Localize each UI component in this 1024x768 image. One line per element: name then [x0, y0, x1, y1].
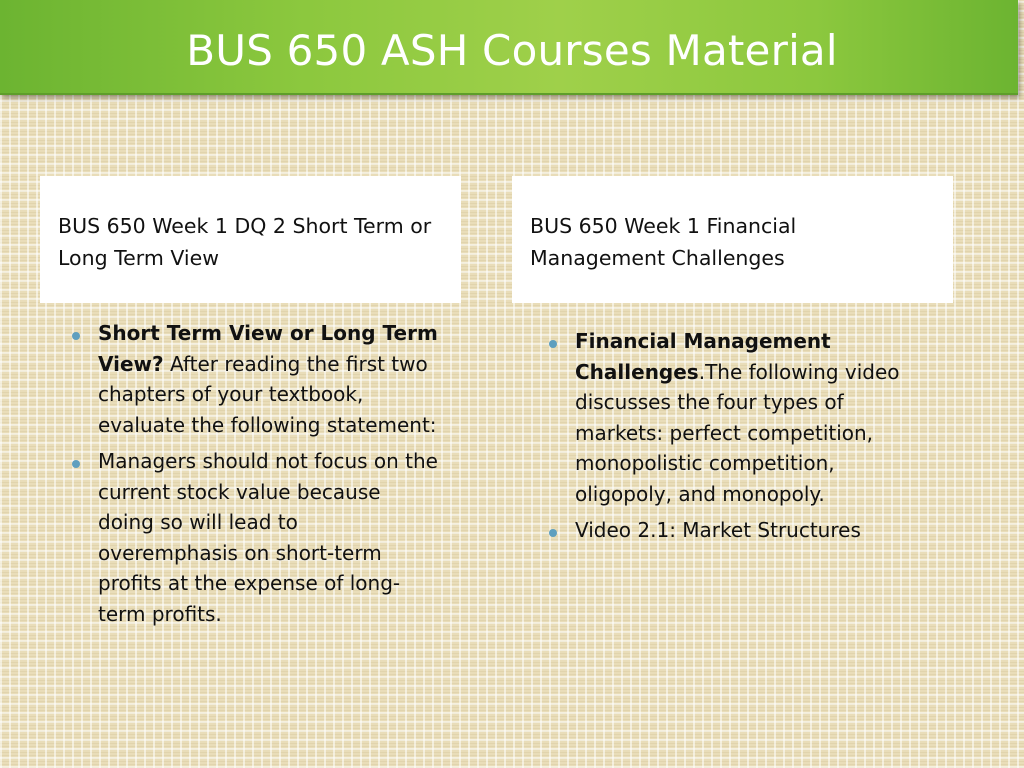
bullet-bold-text: Short Term View or Long Term View?	[98, 321, 438, 376]
bullet-text: Managers should not focus on the current stock value because doing so will lead to overemphasis on short-term profits at the expense of long-term profits.	[98, 449, 438, 626]
right-header-box	[512, 176, 953, 303]
left-header-text: BUS 650 Week 1 DQ 2 Short Term or Long Term View	[58, 214, 432, 270]
list-item	[98, 318, 438, 440]
bullet-bold-text: Financial Management Challenges	[575, 329, 831, 384]
bullet-icon	[549, 529, 557, 537]
right-header-text: BUS 650 Week 1 Financial Management Challenges	[530, 214, 797, 270]
left-bullet-list	[98, 318, 438, 635]
bullet-text: .The following video discusses the four types of markets: perfect competition, monopolistic competition, oligopoly, and monopoly.	[575, 359, 900, 506]
bullet-icon	[549, 340, 557, 348]
list-item	[98, 446, 438, 629]
bullet-text: After reading the first two chapters of your textbook, evaluate the following statement:	[98, 351, 437, 437]
right-bullet-list	[575, 326, 937, 552]
left-header-box	[40, 176, 461, 303]
bullet-text: Video 2.1: Market Structures	[575, 518, 861, 542]
list-item	[575, 515, 937, 546]
slide-title: BUS 650 ASH Courses Material	[186, 26, 838, 75]
bullet-icon	[72, 460, 80, 468]
list-item	[575, 326, 937, 509]
bullet-icon	[72, 332, 80, 340]
